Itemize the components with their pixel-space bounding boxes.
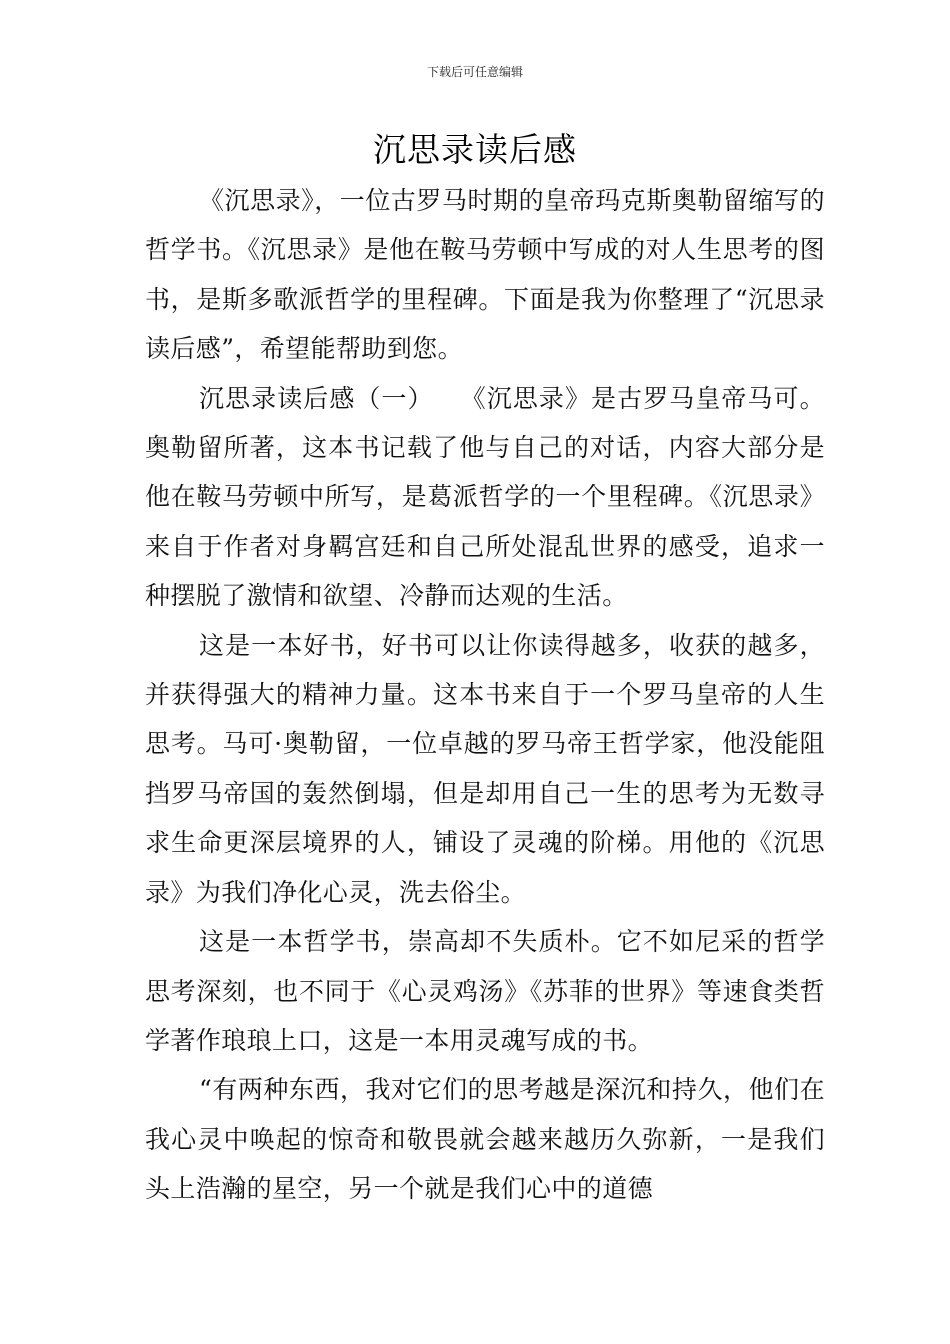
paragraph-quote: “有两种东西，我对它们的思考越是深沉和持久，他们在我心灵中唤起的惊奇和敬畏就会越来越历久弥新，一是我们头上浩瀚的星空，另一个就是我们心中的道德	[145, 1075, 825, 1204]
document-body	[145, 176, 825, 1214]
page-header-note: 下载后可任意编辑	[426, 65, 523, 79]
paragraph-review-one: 沉思录读后感（一） 《沉思录》是古罗马皇帝马可。奥勒留所著，这本书记载了他与自己的对话，内容大部分是他在鞍马劳顿中所写，是葛派哲学的一个里程碑。《沉思录》来自于作者对身羁宫廷和自己所处混乱世界的感受，追求一种摆脱了激情和欲望、冷静而达观的生活。	[145, 383, 825, 611]
paragraph-philosophy-book: 这是一本哲学书，崇高却不失质朴。它不如尼采的哲学思考深刻，也不同于《心灵鸡汤》《苏菲的世界》等速食类哲学著作琅琅上口，这是一本用灵魂写成的书。	[145, 927, 825, 1055]
document-title: 沉思录读后感	[373, 130, 577, 169]
paragraph-intro: 《沉思录》，一位古罗马时期的皇帝玛克斯奥勒留缩写的哲学书。《沉思录》是他在鞍马劳顿中写成的对人生思考的图书，是斯多歌派哲学的里程碑。下面是我为你整理了“沉思录读后感”，希望能帮助到您。	[145, 186, 825, 364]
paragraph-good-book: 这是一本好书，好书可以让你读得越多，收获的越多，并获得强大的精神力量。这本书来自于一个罗马皇帝的人生思考。马可·奥勒留，一位卓越的罗马帝王哲学家，他没能阻挡罗马帝国的轰然倒塌，但是却用自己一生的思考为无数寻求生命更深层境界的人，铺设了灵魂的阶梯。用他的《沉思录》为我们净化心灵，洗去俗尘。	[145, 630, 825, 907]
